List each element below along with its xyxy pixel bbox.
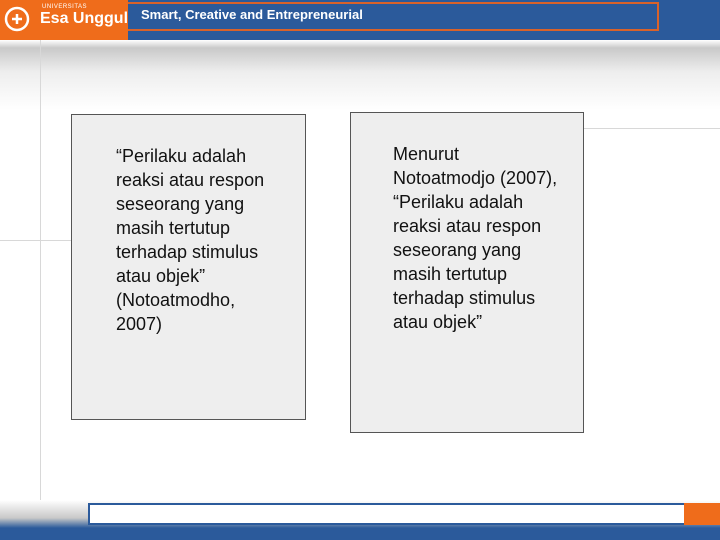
decorative-line xyxy=(584,128,720,129)
quote-text-left: “Perilaku adalah reaksi atau respon seseorang yang masih tertutup terhadap stimulus atau objek” (Notoatmodho, 2007) xyxy=(116,146,265,334)
decorative-line xyxy=(40,40,41,500)
logo-emblem-icon xyxy=(4,6,30,32)
logo-small-text: UNIVERSITAS xyxy=(42,4,88,10)
footer-accent xyxy=(684,503,720,525)
quote-text-right: Menurut Notoatmodjo (2007), “Perilaku adalah reaksi atau respon seseorang yang masih tertutup terhadap stimulus atau objek” xyxy=(393,144,558,332)
logo-name: Esa Unggul xyxy=(40,10,129,27)
quote-box-left xyxy=(71,114,306,420)
university-logo xyxy=(0,0,128,40)
footer-frame xyxy=(88,503,684,525)
quote-box-right xyxy=(350,112,584,433)
decorative-line xyxy=(0,240,71,241)
header-bar xyxy=(0,0,720,40)
tagline: Smart, Creative and Entrepreneurial xyxy=(141,7,363,22)
